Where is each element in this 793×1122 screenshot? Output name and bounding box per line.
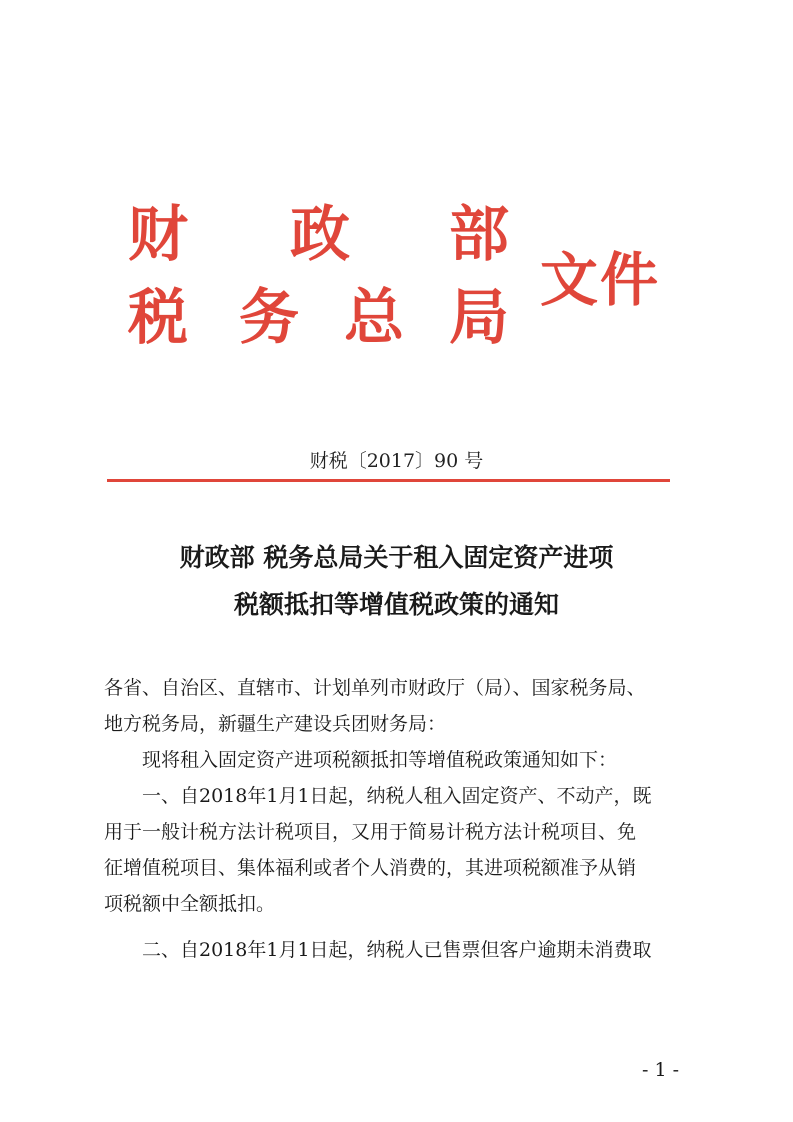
body-line: 地方税务局，新疆生产建设兵团财务局： xyxy=(104,713,447,735)
body-line: 二、自2018年1月1日起，纳税人已售票但客户逾期未消费取 xyxy=(104,939,652,961)
body-line: 一、自2018年1月1日起，纳税人租入固定资产、不动产，既 xyxy=(104,785,652,807)
body-line: 用于一般计税方法计税项目，又用于简易计税方法计税项目、免 xyxy=(104,821,637,843)
letterhead-char-ju: 局 xyxy=(449,283,509,353)
letterhead-char-shui: 税 xyxy=(128,283,188,353)
body-line: 项税额中全额抵扣。 xyxy=(104,893,276,915)
title-line-1: 财政部 税务总局关于租入固定资产进项 xyxy=(179,543,614,572)
letterhead-char-wu: 务 xyxy=(239,283,299,353)
body-line: 各省、自治区、直辖市、计划单列市财政厅（局）、国家税务局、 xyxy=(104,677,646,699)
body-line: 现将租入固定资产进项税额抵扣等增值税政策通知如下： xyxy=(104,749,618,771)
page-number: - 1 - xyxy=(642,1059,680,1081)
letterhead-char-zong: 总 xyxy=(344,283,404,353)
letterhead-char-bu: 部 xyxy=(449,200,509,270)
letterhead-char-zheng: 政 xyxy=(290,200,350,270)
title-line-2: 税额抵扣等增值税政策的通知 xyxy=(233,590,559,619)
letterhead-suffix: 文件 xyxy=(540,246,661,314)
body-line: 征增值税项目、集体福利或者个人消费的，其进项税额准予从销 xyxy=(104,857,637,879)
document-number: 财税〔2017〕90 号 xyxy=(309,450,484,472)
letterhead-char-cai: 财 xyxy=(128,200,188,270)
red-divider xyxy=(107,479,670,482)
